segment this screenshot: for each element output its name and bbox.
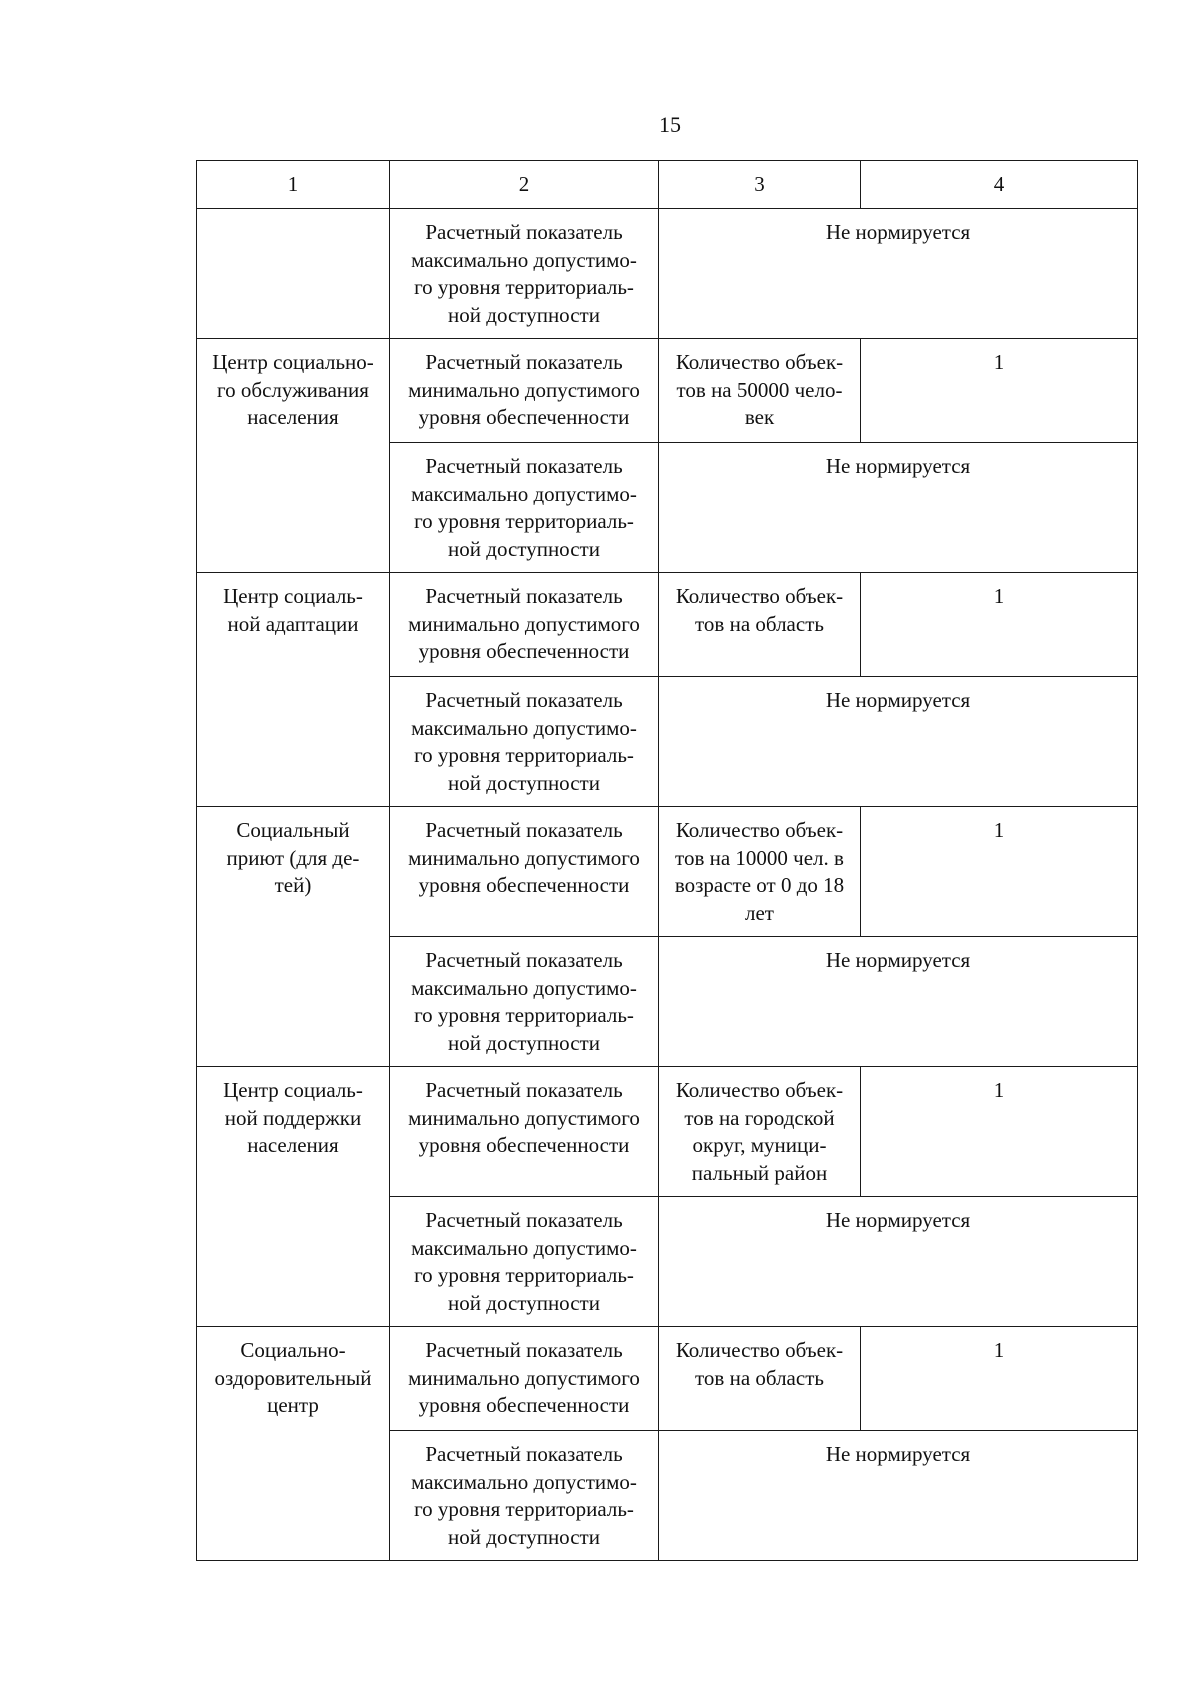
page-number: 15: [659, 112, 681, 137]
object-cell: Центр социаль- ной адаптации: [197, 573, 390, 807]
norms-table: [196, 160, 1138, 1561]
unit-cell: Количество объек- тов на 50000 чело- век: [659, 339, 861, 443]
indicator-cell: Расчетный показатель минимально допустимого уровня обеспеченности: [390, 1327, 659, 1431]
unit-cell: Количество объек- тов на область: [659, 573, 861, 677]
value-cell: 1: [861, 1327, 1138, 1431]
column-header-1: 1: [197, 161, 390, 209]
column-header-2: 2: [390, 161, 659, 209]
table-row: [197, 1067, 1138, 1197]
indicator-cell: Расчетный показатель минимально допустимого уровня обеспеченности: [390, 807, 659, 937]
indicator-cell: Расчетный показатель максимально допустимо- го уровня территориаль- ной доступности: [390, 937, 659, 1067]
value-cell: 1: [861, 807, 1138, 937]
table-row: [197, 807, 1138, 937]
value-cell: 1: [861, 1067, 1138, 1197]
indicator-cell: Расчетный показатель минимально допустимого уровня обеспеченности: [390, 339, 659, 443]
indicator-cell: Расчетный показатель максимально допустимо- го уровня территориаль- ной доступности: [390, 1197, 659, 1327]
value-cell: 1: [861, 339, 1138, 443]
table-row: [197, 573, 1138, 677]
object-cell: Центр социально- го обслуживания населения: [197, 339, 390, 573]
indicator-cell: Расчетный показатель максимально допустимо- го уровня территориаль- ной доступности: [390, 1431, 659, 1561]
indicator-cell: Расчетный показатель минимально допустимого уровня обеспеченности: [390, 1067, 659, 1197]
value-cell: Не нормируется: [659, 677, 1138, 807]
indicator-cell: Расчетный показатель максимально допустимо- го уровня территориаль- ной доступности: [390, 677, 659, 807]
column-header-3: 3: [659, 161, 861, 209]
unit-cell: Количество объек- тов на городской округ, муници- пальный район: [659, 1067, 861, 1197]
unit-cell: Количество объек- тов на область: [659, 1327, 861, 1431]
column-header-4: 4: [861, 161, 1138, 209]
value-cell: 1: [861, 573, 1138, 677]
object-cell-empty: [197, 209, 390, 339]
value-cell: Не нормируется: [659, 1197, 1138, 1327]
value-cell: Не нормируется: [659, 1431, 1138, 1561]
table-row: [197, 209, 1138, 339]
table-row: [197, 339, 1138, 443]
indicator-cell: Расчетный показатель максимально допустимо- го уровня территориаль- ной доступности: [390, 443, 659, 573]
object-cell: Центр социаль- ной поддержки населения: [197, 1067, 390, 1327]
value-cell: Не нормируется: [659, 443, 1138, 573]
indicator-cell: Расчетный показатель максимально допустимо- го уровня территориаль- ной доступности: [390, 209, 659, 339]
value-cell: Не нормируется: [659, 937, 1138, 1067]
table-row: [197, 1327, 1138, 1431]
table-header-row: [197, 161, 1138, 209]
value-cell: Не нормируется: [659, 209, 1138, 339]
unit-cell: Количество объек- тов на 10000 чел. в возрасте от 0 до 18 лет: [659, 807, 861, 937]
object-cell: Социальный приют (для де- тей): [197, 807, 390, 1067]
indicator-cell: Расчетный показатель минимально допустимого уровня обеспеченности: [390, 573, 659, 677]
object-cell: Социально- оздоровительный центр: [197, 1327, 390, 1561]
